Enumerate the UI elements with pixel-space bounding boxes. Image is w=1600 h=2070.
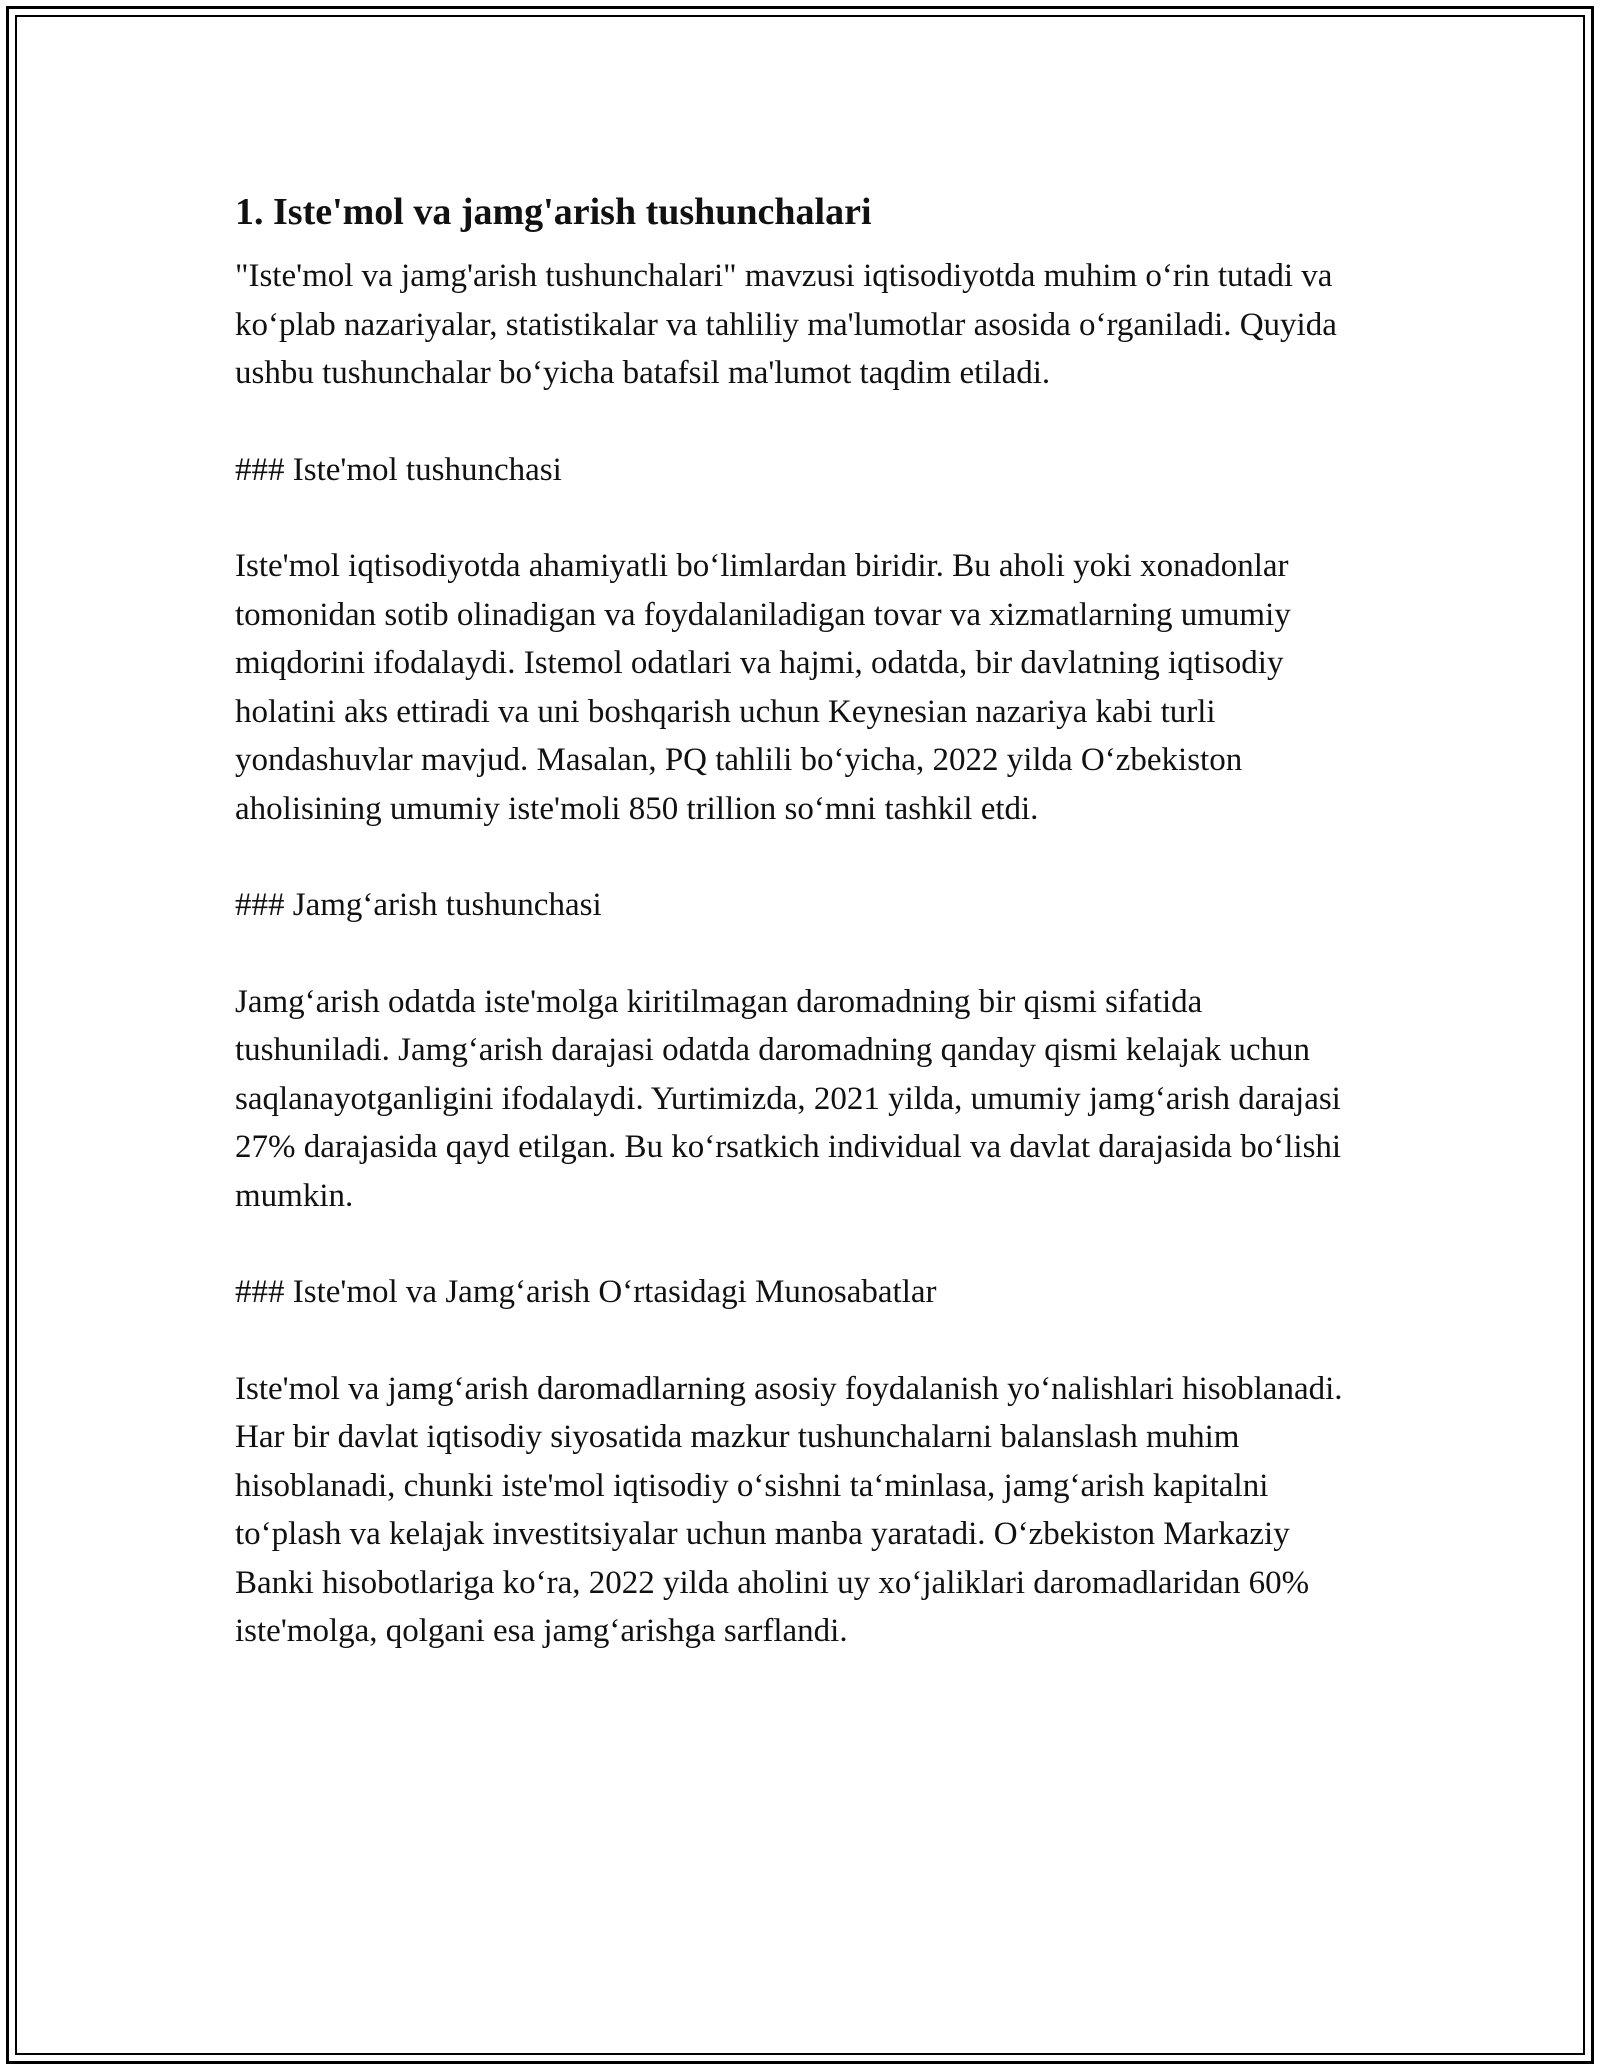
section-heading-istemol: ### Iste'mol tushunchasi: [235, 451, 562, 488]
intro-paragraph: "Iste'mol va jamg'arish tushunchalari" mavzusi iqtisodiyotda muhim oʻrin tutadi va koʻplab nazariyalar, statistikalar va tahliliy ma'lumotlar asosida oʻrganiladi. Quyida ushbu tushunchalar boʻyicha batafsil ma'lumot taqdim etiladi.: [235, 258, 1337, 391]
section-body-istemol: Iste'mol iqtisodiyotda ahamiyatli boʻlimlardan biridir. Bu aholi yoki xonadonlar tomonidan sotib olinadigan va foydalaniladigan tovar va xizmatlarning umumiy miqdorini ifodalaydi. Istemol odatlari va hajmi, odatda, bir davlatning iqtisodiy holatini aks ettiradi va uni boshqarish uchun Keynesian nazariya kabi turli yondashuvlar mavjud. Masalan, PQ tahlili boʻyicha, 2022 yilda Oʻzbekiston aholisining umumiy iste'moli 850 trillion soʻmni tashkil etdi.: [235, 548, 1291, 827]
section-body-jamgarish: Jamgʻarish odatda iste'molga kiritilmagan daromadning bir qismi sifatida tushuniladi. Jamgʻarish darajasi odatda daromadning qanday qismi kelajak uchun saqlanayotganligini ifodalaydi. Yurtimizda, 2021 yilda, umumiy jamgʻarish darajasi 27% darajasida qayd etilgan. Bu koʻrsatkich individual va davlat darajasida boʻlishi mumkin.: [235, 983, 1342, 1214]
document-title: 1. Iste'mol va jamg'arish tushunchalari: [235, 191, 872, 233]
section-heading-munosabatlar: ### Iste'mol va Jamgʻarish Oʻrtasidagi Munosabatlar: [235, 1274, 937, 1310]
section-heading-jamgarish: ### Jamgʻarish tushunchasi: [235, 887, 602, 923]
section-body-munosabatlar: Iste'mol va jamgʻarish daromadlarning asosiy foydalanish yoʻnalishlari hisoblanadi. Har bir davlat iqtisodiy siyosatida mazkur tushunchalarni balanslash muhim hisoblanadi, chunki iste'mol iqtisodiy oʻsishni taʻminlasa, jamgʻarish kapitalni toʻplash va kelajak investitsiyalar uchun manba yaratadi. Oʻzbekiston Markaziy Banki hisobotlariga koʻra, 2022 yilda aholini uy xoʻjaliklari daromadlaridan 60% iste'molga, qolgani esa jamgʻarishga sarflandi.: [235, 1370, 1343, 1649]
document-body: [235, 186, 1365, 1704]
